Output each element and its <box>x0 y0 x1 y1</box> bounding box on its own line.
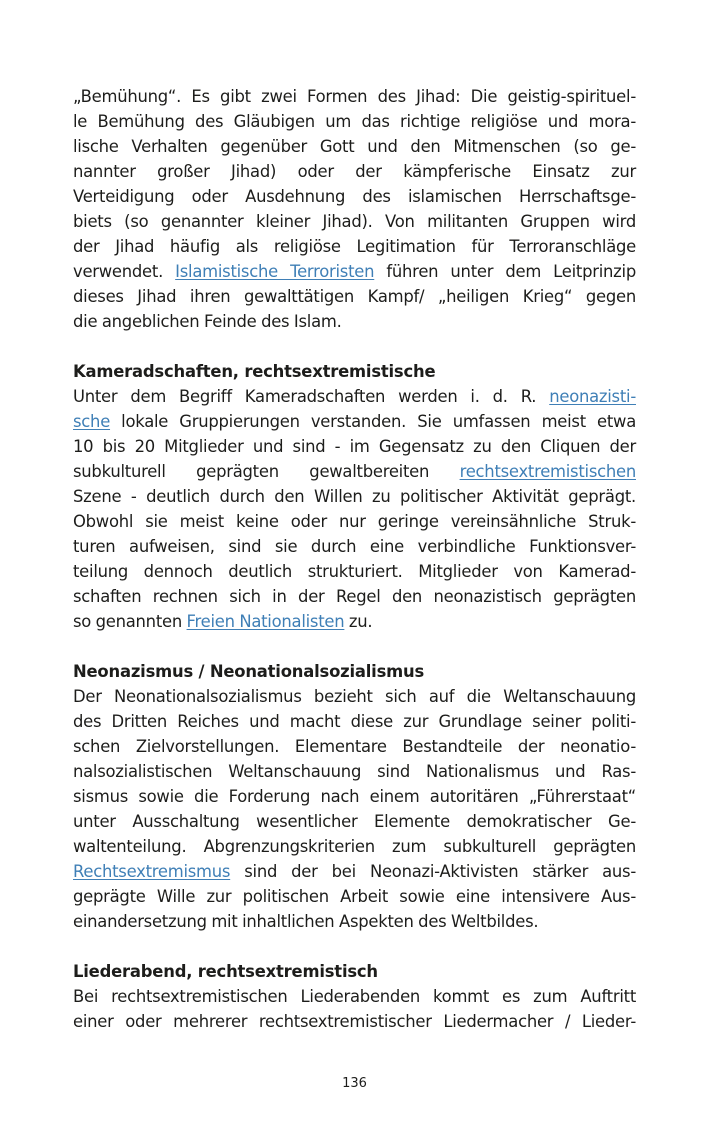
text-segment: schaften rechnen sich in der Regel den neonazistisch geprägten <box>73 587 636 606</box>
glossary-link[interactable]: Freien Nationalisten <box>186 612 345 631</box>
text-line <box>73 134 636 159</box>
glossary-link[interactable]: rechtsextremistischen <box>459 462 636 481</box>
text-segment: le Bemühung des Gläubigen um das richtige religiöse und mora- <box>73 112 636 131</box>
text-line <box>73 259 636 284</box>
glossary-term-heading: Neonazismus / Neonationalsozialismus <box>73 662 425 681</box>
text-segment: lische Verhalten gegenüber Gott und den Mitmenschen (so ge- <box>73 137 636 156</box>
text-segment: waltenteilung. Abgrenzungskriterien zum subkulturell geprägten <box>73 837 636 856</box>
text-line <box>73 384 636 409</box>
text-segment: „Bemühung“. Es gibt zwei Formen des Jihad: Die geistig-spirituel- <box>73 87 636 106</box>
text-segment: 10 bis 20 Mitglieder und sind - im Gegensatz zu den Cliquen der <box>73 437 636 456</box>
text-segment: lokale Gruppierungen verstanden. Sie umfassen meist etwa <box>110 412 636 431</box>
text-segment: einer oder mehrerer rechtsextremistischer Liedermacher / Lieder- <box>73 1012 636 1031</box>
text-line <box>73 309 636 334</box>
text-line <box>73 184 636 209</box>
text-line <box>73 534 636 559</box>
text-segment: biets (so genannter kleiner Jihad). Von militanten Gruppen wird <box>73 212 636 231</box>
text-line <box>73 434 636 459</box>
text-segment: sismus sowie die Forderung nach einem autoritären „Führerstaat“ <box>73 787 636 806</box>
text-line <box>73 859 636 884</box>
text-line <box>73 709 636 734</box>
glossary-link[interactable]: neonazisti- <box>549 387 636 406</box>
paragraph-gap <box>73 634 636 659</box>
text-line <box>73 234 636 259</box>
glossary-link[interactable]: Islamistische Terroristen <box>175 262 375 281</box>
text-segment: schen Zielvorstellungen. Elementare Bestandteile der neonatio- <box>73 737 636 756</box>
text-segment: subkulturell geprägten gewaltbereiten <box>73 462 460 481</box>
text-segment: Szene - deutlich durch den Willen zu politischer Aktivität geprägt. <box>73 487 636 506</box>
text-segment: führen unter dem Leitprinzip <box>374 262 636 281</box>
text-segment: nalsozialistischen Weltanschauung sind Nationalismus und Ras- <box>73 762 636 781</box>
text-segment: Der Neonationalsozialismus bezieht sich auf die Weltanschauung <box>73 687 636 706</box>
paragraph-gap <box>73 934 636 959</box>
text-segment: des Dritten Reiches und macht diese zur Grundlage seiner politi- <box>73 712 636 731</box>
text-segment: Verteidigung oder Ausdehnung des islamischen Herrschaftsge- <box>73 187 636 206</box>
text-line <box>73 284 636 309</box>
page-number: 136 <box>342 1076 367 1091</box>
text-line <box>73 784 636 809</box>
glossary-link[interactable]: sche <box>73 412 111 431</box>
glossary-term-heading: Liederabend, rechtsextremistisch <box>73 962 378 981</box>
text-segment: Bei rechtsextremistischen Liederabenden kommt es zum Auftritt <box>73 987 636 1006</box>
text-line <box>73 559 636 584</box>
text-line <box>73 584 636 609</box>
text-line <box>73 459 636 484</box>
paragraph-gap <box>73 334 636 359</box>
text-segment: zu. <box>344 612 373 631</box>
text-segment: die angeblichen Feinde des Islam. <box>73 312 342 331</box>
text-line <box>73 734 636 759</box>
text-line <box>73 159 636 184</box>
text-segment: Obwohl sie meist keine oder nur geringe vereinsähnliche Struk- <box>73 512 636 531</box>
text-segment: so genannten <box>73 612 187 631</box>
glossary-term-heading: Kameradschaften, rechtsextremistische <box>73 362 436 381</box>
text-line <box>73 1009 636 1034</box>
text-segment: turen aufweisen, sind sie durch eine verbindliche Funktionsver- <box>73 537 636 556</box>
text-line <box>73 684 636 709</box>
text-line <box>73 84 636 109</box>
text-segment: teilung dennoch deutlich strukturiert. Mitglieder von Kamerad- <box>73 562 636 581</box>
text-line <box>73 834 636 859</box>
text-line <box>73 209 636 234</box>
text-segment: Unter dem Begriff Kameradschaften werden i. d. R. <box>73 387 550 406</box>
document-page <box>73 84 636 1034</box>
text-line <box>73 609 636 634</box>
text-line <box>73 884 636 909</box>
text-segment: dieses Jihad ihren gewalttätigen Kampf/ „heiligen Krieg“ gegen <box>73 287 636 306</box>
text-line <box>73 759 636 784</box>
text-line <box>73 984 636 1009</box>
text-segment: unter Ausschaltung wesentlicher Elemente demokratischer Ge- <box>73 812 636 831</box>
text-segment: verwendet. <box>73 262 176 281</box>
text-segment: geprägte Wille zur politischen Arbeit sowie eine intensivere Aus- <box>73 887 636 906</box>
text-line <box>73 409 636 434</box>
text-segment: einandersetzung mit inhaltlichen Aspekten des Weltbildes. <box>73 912 539 931</box>
text-line <box>73 109 636 134</box>
glossary-link[interactable]: Rechtsextremismus <box>73 862 231 881</box>
text-segment: sind der bei Neonazi-Aktivisten stärker aus- <box>230 862 636 881</box>
text-line <box>73 484 636 509</box>
text-line <box>73 909 636 934</box>
text-line <box>73 509 636 534</box>
text-segment: nannter großer Jihad) oder der kämpferische Einsatz zur <box>73 162 636 181</box>
text-line <box>73 809 636 834</box>
text-segment: der Jihad häufig als religiöse Legitimation für Terroranschläge <box>73 237 636 256</box>
